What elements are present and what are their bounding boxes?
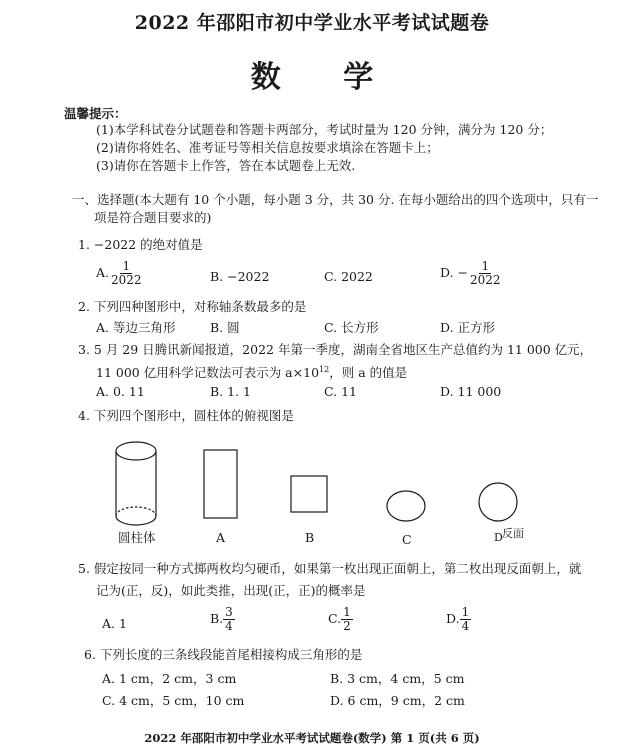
q5-b-num: 3: [225, 605, 233, 619]
q6-option-d: D. 6 cm，9 cm，2 cm: [330, 693, 465, 708]
q3-option-a: A. 0. 11: [96, 384, 145, 399]
q2-option-c: C. 长方形: [324, 320, 379, 335]
q2-option-b: B. 圆: [210, 320, 240, 335]
q5-d-num: 1: [461, 605, 470, 619]
section-heading-line2: 项是符合题目要求的): [94, 210, 212, 225]
cylinder-top: [116, 442, 156, 460]
q2-option-d: D. 正方形: [440, 320, 496, 335]
q1-a-label: A.: [96, 265, 110, 280]
q5-b-label: B.: [210, 611, 224, 626]
notice-item-1: (1)本学科试卷分试题卷和答题卡两部分，考试时量为 120 分钟，满分为 120 分；: [96, 122, 553, 137]
page-title: 2022 年邵阳市初中学业水平考试试题卷: [134, 12, 490, 34]
q1-d-num: 1: [481, 259, 490, 273]
option-c-ellipse: [387, 491, 425, 521]
q5-d-den: 4: [461, 619, 470, 633]
q4-option-a: A: [216, 530, 226, 545]
q5-c-den: 2: [343, 619, 351, 633]
q5-d-fraction: [460, 606, 472, 633]
q2-option-a: A. 等边三角形: [96, 320, 176, 335]
q5-option-a: A. 1: [102, 616, 127, 631]
q5-b-den: 4: [225, 619, 233, 633]
q6-option-c: C. 4 cm，5 cm，10 cm: [102, 693, 245, 708]
cylinder-bottom-front: [116, 516, 156, 525]
q4-option-c: C: [402, 532, 412, 547]
q6-option-b: B. 3 cm，4 cm，5 cm: [330, 671, 465, 686]
option-d-circle: [479, 483, 517, 521]
page-footer: 2022 年邵阳市初中学业水平考试试题卷(数学) 第 1 页(共 6 页): [144, 731, 480, 745]
cylinder-bottom-back: [116, 507, 156, 516]
q5-line1: 5. 假定按同一种方式掷两枚均匀硬币，如果第一枚出现正面朝上，第二枚出现反面朝上，就: [78, 561, 582, 576]
q6-option-a: A. 1 cm，2 cm，3 cm: [102, 671, 237, 686]
cylinder-figure: [116, 442, 156, 525]
q1-option-b: B. −2022: [210, 269, 270, 284]
notice-item-3: (3)请你在答题卡上作答，答在本试题卷上无效.: [96, 158, 356, 173]
q5-c-num: 1: [343, 605, 351, 619]
handwritten-annotation: 反面: [502, 527, 524, 540]
q3-option-b: B. 1. 1: [210, 384, 251, 399]
q3-exponent: 12: [319, 365, 330, 374]
q1-stem: 1. −2022 的绝对值是: [78, 237, 203, 252]
option-a-rectangle: [204, 450, 237, 518]
q1-a-num: 1: [122, 259, 131, 273]
q5-c-fraction: [341, 606, 353, 633]
section-heading-line1: 一、选择题(本大题有 10 个小题，每小题 3 分，共 30 分. 在每小题给出的四个选项中，只有一: [72, 192, 599, 207]
q5-c-label: C.: [328, 611, 342, 626]
q5-option-c: [328, 606, 353, 633]
q3-line1: 3. 5 月 29 日腾讯新闻报道，2022 年第一季度，湖南全省地区生产总值约为 11 000 亿元，: [78, 342, 593, 357]
option-b-square: [291, 476, 327, 512]
cylinder-label: 圆柱体: [118, 530, 156, 545]
q4-option-b: B: [305, 530, 315, 545]
q5-d-label: D.: [446, 611, 460, 626]
q5-option-b: [210, 606, 235, 633]
notice-heading: 温馨提示：: [64, 106, 127, 121]
q1-option-c: C. 2022: [324, 269, 373, 284]
q5-option-d: [446, 606, 471, 633]
q5-b-fraction: [223, 606, 235, 633]
q6-stem: 6. 下列长度的三条线段能首尾相接构成三角形的是: [84, 647, 363, 662]
q3-option-c: C. 11: [324, 384, 357, 399]
q5-line2: 记为(正，反)，如此类推，出现(正，正)的概率是: [96, 583, 366, 598]
q1-d-den: 2022: [470, 273, 501, 287]
q3-line2-post: ，则 a 的值是: [329, 365, 408, 381]
subject-title: 数 学: [250, 60, 400, 95]
q3-option-d: D. 11 000: [440, 384, 502, 399]
q4-option-d: D: [494, 531, 503, 544]
q1-a-den: 2022: [111, 273, 142, 287]
q2-stem: 2. 下列四种图形中，对称轴条数最多的是: [78, 299, 307, 314]
q1-d-label: D. −: [440, 265, 468, 280]
notice-item-2: (2)请你将姓名、准考证号等相关信息按要求填涂在答题卡上；: [96, 140, 439, 155]
q4-stem: 4. 下列四个图形中，圆柱体的俯视图是: [78, 408, 294, 423]
q3-line2-pre: 11 000 亿用科学记数法可表示为 a×10: [96, 365, 320, 381]
